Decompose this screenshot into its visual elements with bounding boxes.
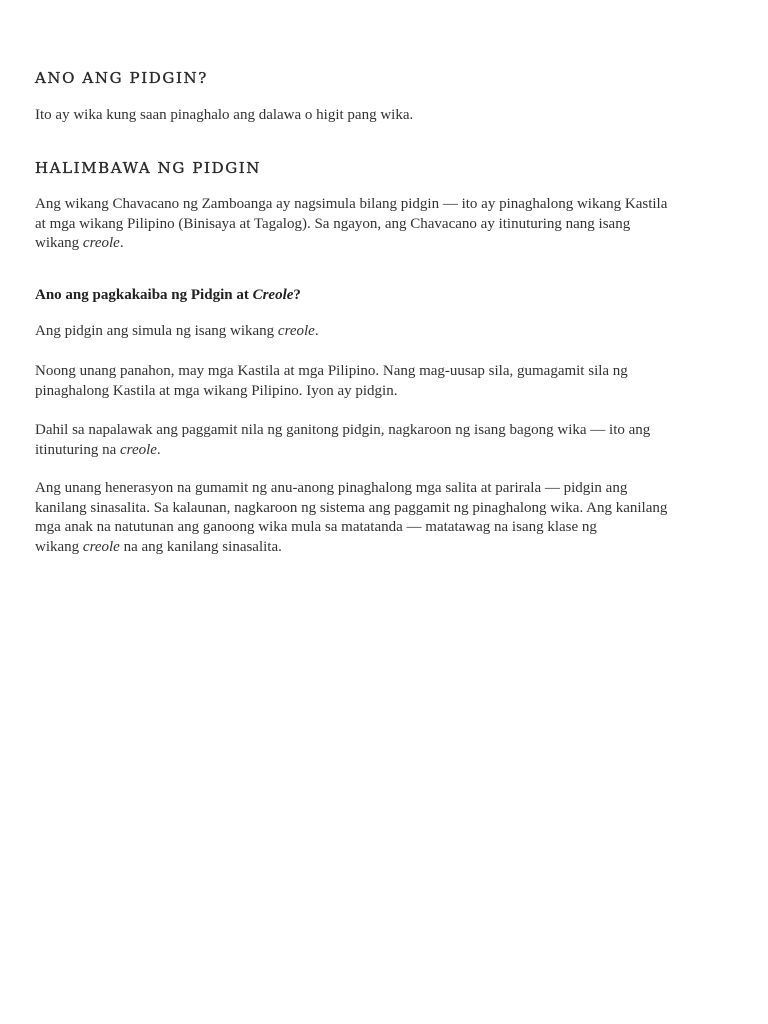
panahon-line-2: pinaghalong Kastila at mga wikang Pilipino. Iyon ay pidgin. — [35, 382, 398, 399]
dahil-line-1: Dahil sa napalawak ang paggamit nila ng ganitong pidgin, nagkaroon ng isang bagong wika — ito ang — [35, 422, 651, 438]
example-line-3: wikang creole. — [35, 235, 124, 252]
example-line-2: at mga wikang Pilipino (Binisaya at Tagalog). Sa ngayon, ang Chavacano ay itinuturing nang isang — [35, 215, 631, 232]
creole-term: creole — [120, 441, 157, 458]
definition-paragraph — [35, 106, 735, 126]
paragraph-simula — [35, 322, 735, 342]
henerasyon-line-3: mga anak na natutunan ang ganoong wika mula sa matatanda — matatawag na isang klase ng — [35, 519, 597, 536]
example-paragraph — [35, 195, 735, 254]
heading-ano-ang-pidgin: ANO ANG PIDGIN? — [35, 69, 208, 87]
creole-term: creole — [82, 235, 120, 252]
henerasyon-line-2: kanilang sinasalita. Sa kalaunan, nagkaroon ng sistema ang paggamit ng pinaghalong wika. Ang kanilang — [35, 499, 668, 516]
simula-line: Ang pidgin ang simula ng isang wikang creole. — [35, 323, 319, 339]
panahon-line-1: Noong unang panahon, may mga Kastila at mga Pilipino. Nang mag-uusap sila, gumagamit sila ng — [35, 363, 628, 379]
heading-halimbawa-ng-pidgin: HALIMBAWA NG PIDGIN — [35, 159, 262, 177]
creole-term: Creole — [252, 287, 294, 303]
paragraph-dahil — [35, 421, 735, 460]
paragraph-henerasyon — [35, 479, 735, 557]
henerasyon-line-1: Ang unang henerasyon na gumamit ng anu-anong pinaghalong mga salita at parirala — pidgin ang — [35, 480, 628, 496]
paragraph-noong-unang-panahon — [35, 362, 735, 401]
creole-term: creole — [82, 538, 120, 555]
definition-line: Ito ay wika kung saan pinaghalo ang dalawa o higit pang wika. — [35, 107, 414, 123]
dahil-line-2: itinuturing na creole. — [35, 441, 161, 458]
heading-pagkakaiba: Ano ang pagkakaiba ng Pidgin at Creole? — [35, 287, 301, 303]
example-line-1: Ang wikang Chavacano ng Zamboanga ay nagsimula bilang pidgin — ito ay pinaghalong wikang Kastila — [35, 196, 668, 212]
henerasyon-line-4: wikang creole na ang kanilang sinasalita. — [35, 538, 282, 555]
creole-term: creole — [277, 323, 315, 339]
